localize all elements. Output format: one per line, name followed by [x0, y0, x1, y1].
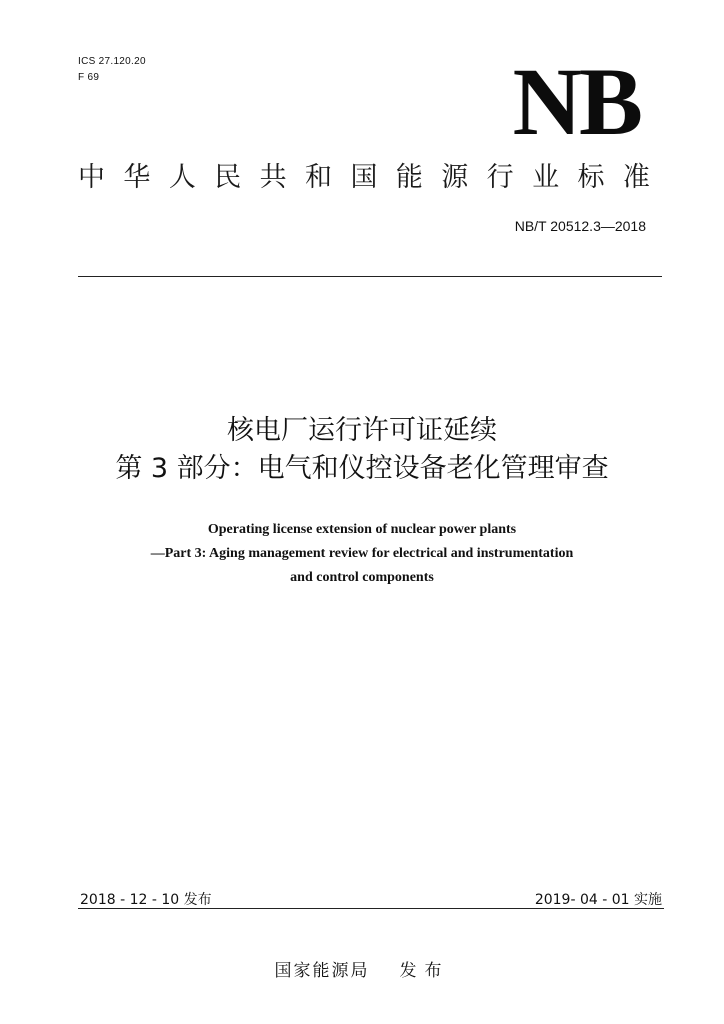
title-english-line-3: and control components — [290, 570, 434, 585]
standard-type-char: 国 — [350, 162, 378, 193]
header-divider — [78, 276, 662, 277]
standard-type-char: 华 — [123, 162, 151, 193]
standard-type-char: 人 — [168, 162, 196, 193]
footer-divider — [78, 908, 664, 909]
issuer-action: 发布 — [399, 961, 450, 981]
standard-type-char: 共 — [259, 162, 287, 193]
standard-type-char: 源 — [441, 162, 469, 193]
title-chinese-line-1: 核电厂运行许可证延续 — [227, 415, 497, 446]
standard-type-char: 能 — [395, 162, 423, 193]
standard-type-char: 行 — [486, 162, 514, 193]
title-english-line-2: —Part 3: Aging management review for electrical and instrumentation — [150, 546, 574, 561]
standard-type-char: 民 — [214, 162, 242, 193]
title-english-line-1: Operating license extension of nuclear power plants — [207, 522, 517, 537]
ccs-code: F 69 — [78, 72, 100, 83]
title-chinese-line-2: 第 3 部分：电气和仪控设备老化管理审查 — [115, 453, 609, 484]
standard-type-char: 业 — [532, 162, 560, 193]
issuer — [0, 956, 724, 981]
implementation-date: 2019- 04 - 01 实施 — [534, 892, 662, 908]
standard-number: NB/T 20512.3—2018 — [514, 218, 646, 234]
standard-type-title — [78, 160, 650, 196]
standard-type-char: 和 — [305, 162, 333, 193]
nb-logo: NB — [512, 48, 640, 155]
standard-type-char: 中 — [78, 162, 105, 193]
issue-date: 2018 - 12 - 10 发布 — [80, 892, 212, 908]
issuer-organization: 国家能源局 — [274, 961, 370, 981]
ics-code: ICS 27.120.20 — [78, 56, 146, 67]
standard-type-char: 标 — [577, 162, 605, 193]
standard-type-char: 准 — [622, 162, 650, 193]
